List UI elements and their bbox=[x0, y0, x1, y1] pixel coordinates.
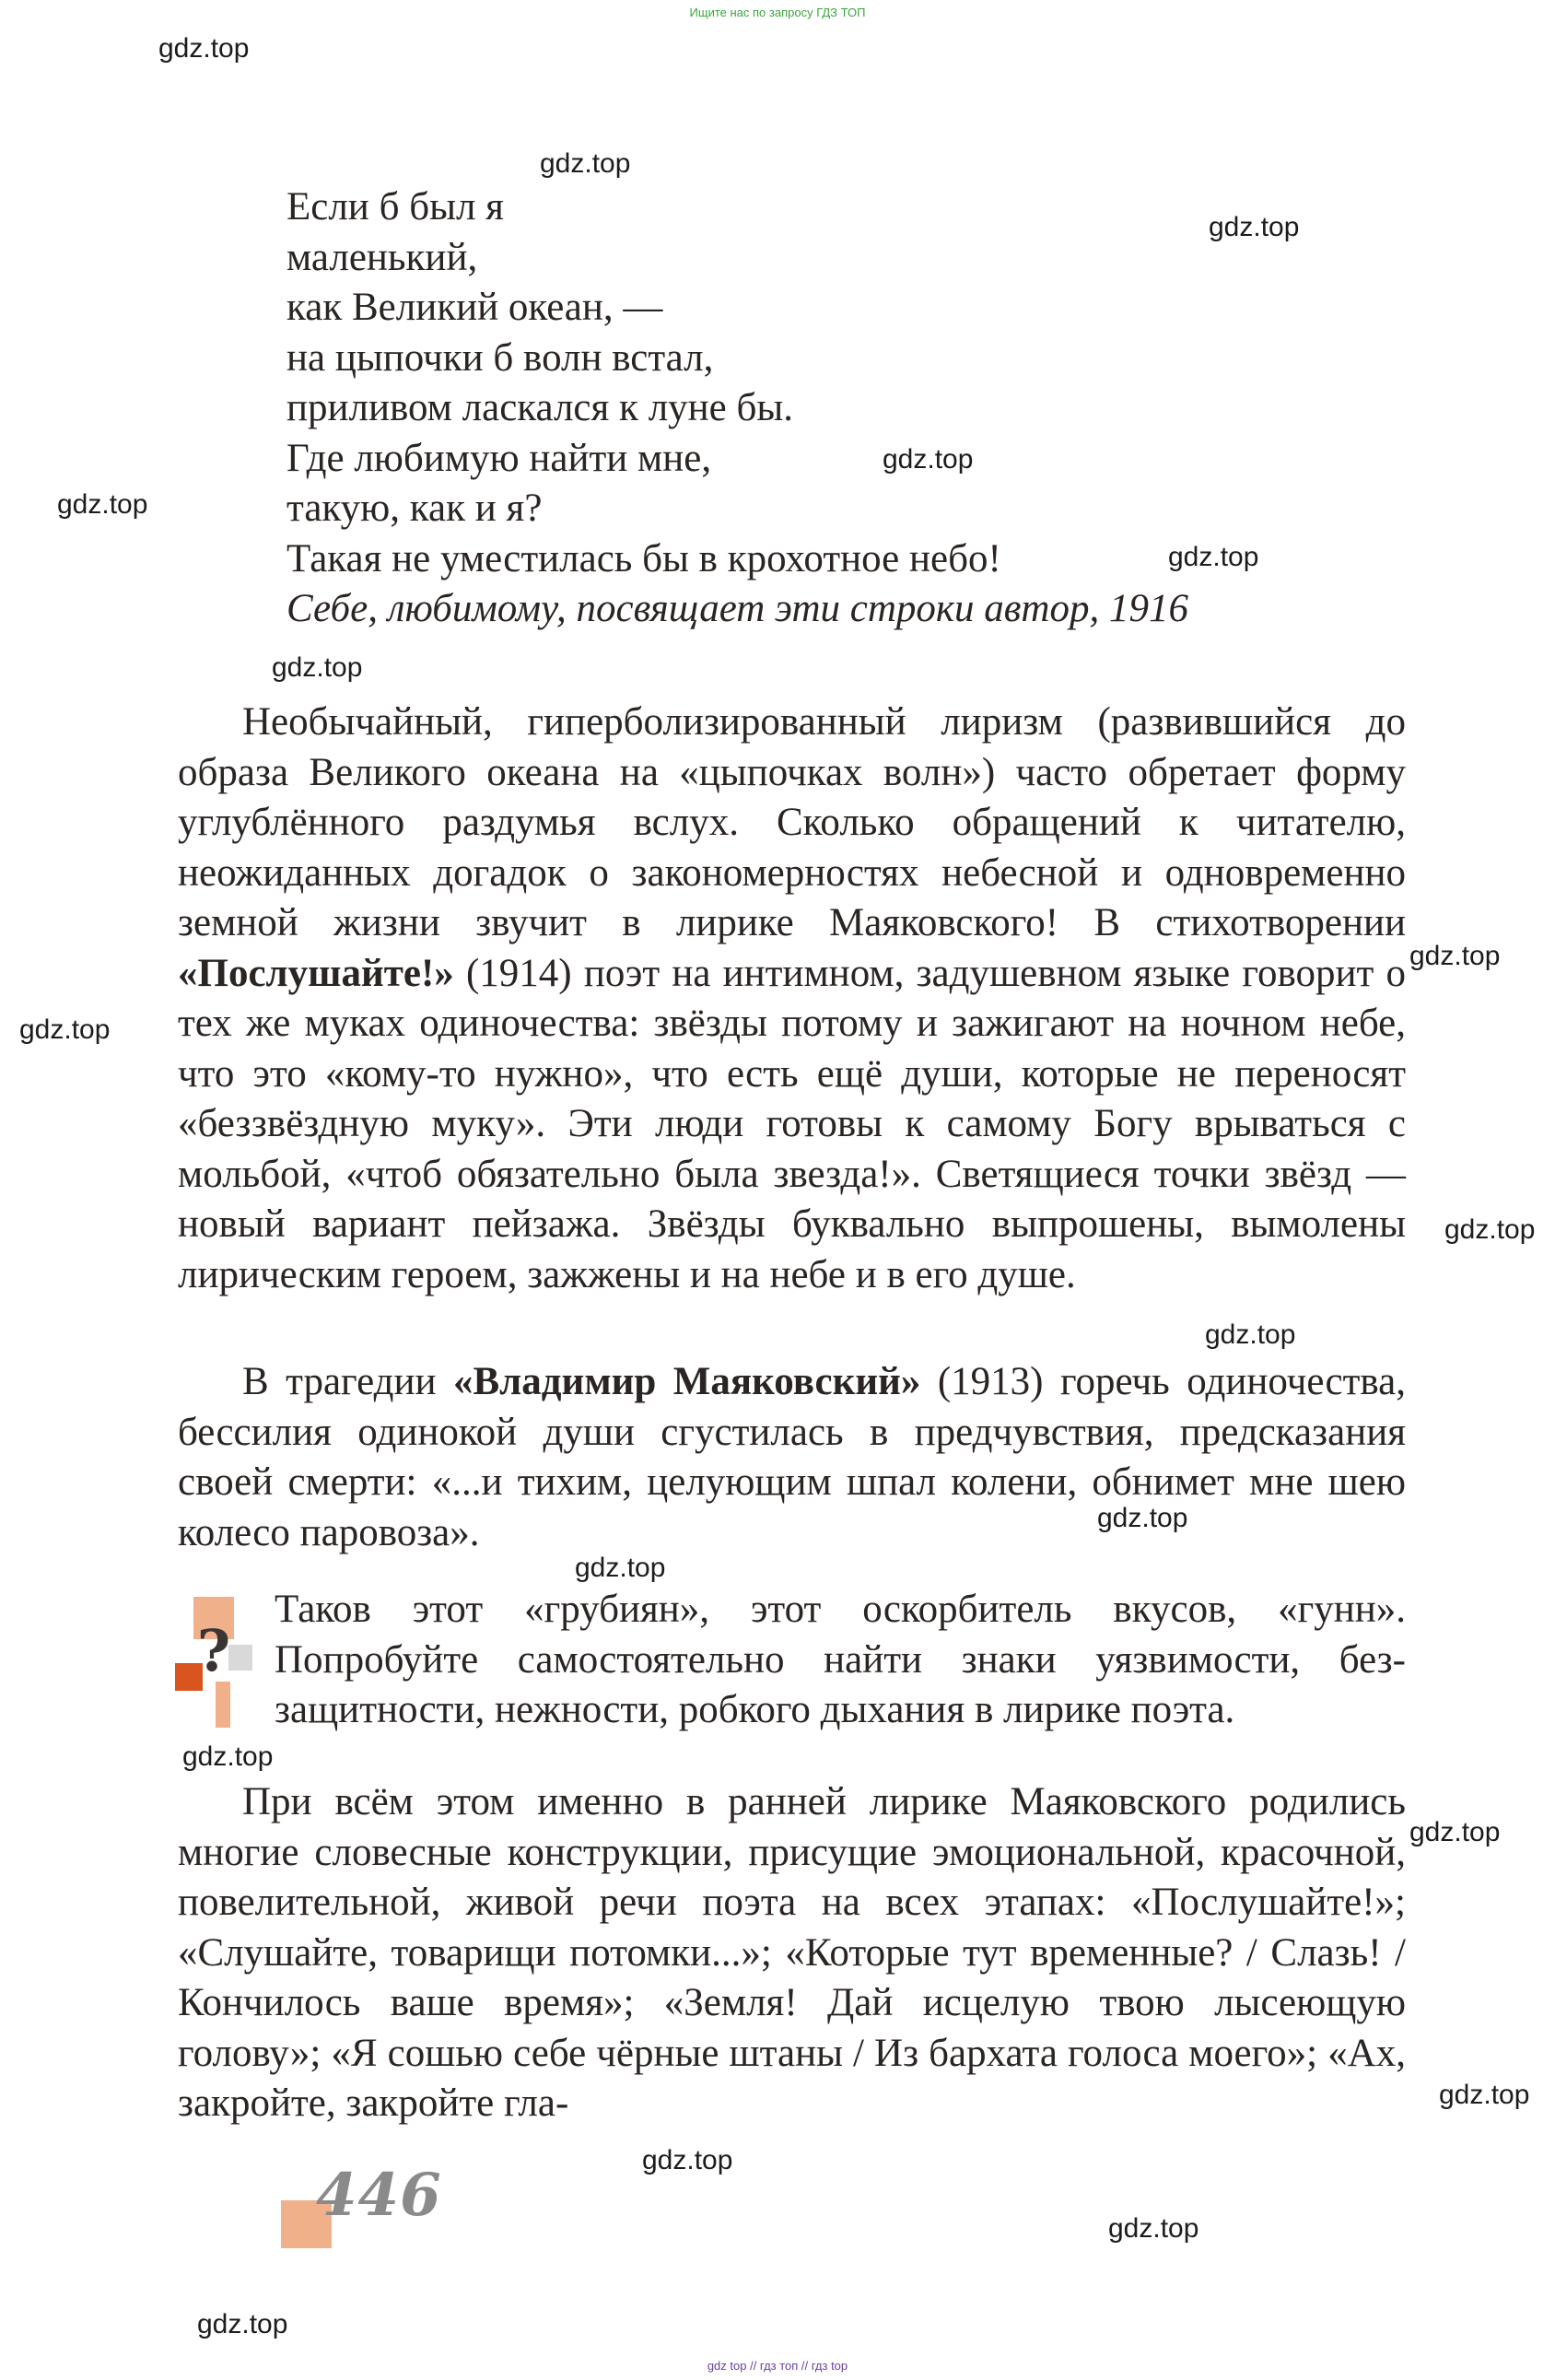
para-text: В трагедии bbox=[242, 1360, 453, 1403]
paragraph-constructions: При всём этом именно в ранней лирике Маяковского родились многие словесные конструкции, присущие эмоциональной, красочной, повелительной, живой речи поэта на всех этапах: «Послушайте!»; «Слушайте, товарищи потомки...»; «Которые тут временные? / Слазь! / Кончилось ваше время»; «Земля! Дай исцелую твою лысеющую голову»; «Я сошью себе чёрные штаны / Из бархата голоса моего»; «Ах, закройте, закройте гла- bbox=[178, 1780, 1406, 2125]
watermark: gdz.top bbox=[1444, 1214, 1536, 1245]
watermark: gdz.top bbox=[540, 148, 631, 179]
paragraph-poslushaite bbox=[178, 698, 1406, 1300]
poem-line: маленький, bbox=[286, 235, 478, 279]
poem-line: такую, как и я? bbox=[286, 487, 543, 530]
poem-line: Где любимую найти мне, bbox=[286, 436, 712, 480]
watermark: gdz.top bbox=[883, 444, 974, 475]
watermark: gdz.top bbox=[1409, 941, 1501, 971]
watermark: gdz.top bbox=[19, 1014, 111, 1045]
poem-line: как Великий океан, — bbox=[286, 286, 663, 329]
top-banner-note: Ищите нас по запросу ГДЗ ТОП bbox=[689, 6, 866, 19]
watermark: gdz.top bbox=[575, 1553, 666, 1583]
paragraph-tragedy bbox=[178, 1357, 1406, 1558]
poem-title: «Послушайте!» bbox=[178, 951, 454, 995]
watermark: gdz.top bbox=[197, 2309, 288, 2339]
poem-line: Если б был я bbox=[286, 185, 504, 229]
question-icon bbox=[175, 1597, 258, 1730]
poem-signature: Себе, любимому, посвящает эти строки автор, 1916 bbox=[286, 587, 1188, 630]
watermark: gdz.top bbox=[1097, 1503, 1188, 1533]
watermark: gdz.top bbox=[1168, 542, 1259, 572]
watermark: gdz.top bbox=[1439, 2080, 1530, 2110]
watermark: gdz.top bbox=[182, 1741, 274, 1772]
poem-line: на цыпочки б волн встал, bbox=[286, 335, 714, 380]
question-text: Таков этот «грубиян», этот оскорбитель вкусов, «гунн». Попробуйте самостоятельно найти знаки уязвимости, беззащитности, нежности, робкого дыхания в лирике поэта. bbox=[275, 1588, 1406, 1731]
bottom-banner-note: gdz top // гдз топ // гдз top bbox=[707, 2359, 848, 2373]
watermark: gdz.top bbox=[642, 2145, 733, 2175]
watermark: gdz.top bbox=[57, 489, 148, 520]
page-number: 446 bbox=[316, 2161, 442, 2230]
watermark: gdz.top bbox=[1409, 1817, 1501, 1847]
watermark: gdz.top bbox=[272, 652, 363, 683]
poem-line: приливом ласкался к луне бы. bbox=[286, 386, 794, 429]
para-text: Необычайный, гиперболизированный лиризм (развившийся до образа Великого океана на «цыпочках волн») часто обретает форму углублённого раздумья вслух. Сколько обращений к читателю, неожиданных догадок о закономерностях небесной и одновременно земной жизни звучит в лирике Маяковского! В стихотворении bbox=[178, 700, 1406, 944]
watermark: gdz.top bbox=[1209, 212, 1300, 242]
tragedy-title: «Владимир Маяковский» bbox=[452, 1360, 921, 1403]
watermark: gdz.top bbox=[1205, 1319, 1296, 1350]
para-text: (1914) поэт на интимном, задушевном языке говорит о тех же муках одиночества: звёзды потому и зажигают на ночном небе, что это «кому-то нужно», что есть ещё души, которые не переносят «беззвёздную муку». Эти люди готовы к самому Богу врываться с мольбой, «чтоб обязательно была звезда!». Светящиеся точки звёзд — новый вариант пейзажа. Звёзды буквально выпрошены, вымолены лирическим героем, зажжены и на небе и в его душе. bbox=[178, 951, 1406, 1296]
svg-text:?: ? bbox=[196, 1617, 231, 1684]
watermark: gdz.top bbox=[158, 33, 250, 64]
poem-line: Такая не уместилась бы в крохотное небо! bbox=[286, 536, 1001, 580]
watermark: gdz.top bbox=[1108, 2213, 1199, 2244]
para-text: (1913) горечь одиночества, бессилия одинокой души сгустилась в предчувствия, предсказания своей смерти: «...и тихим, целующим шпал колени, обнимет мне шею колесо паровоза». bbox=[178, 1360, 1406, 1554]
